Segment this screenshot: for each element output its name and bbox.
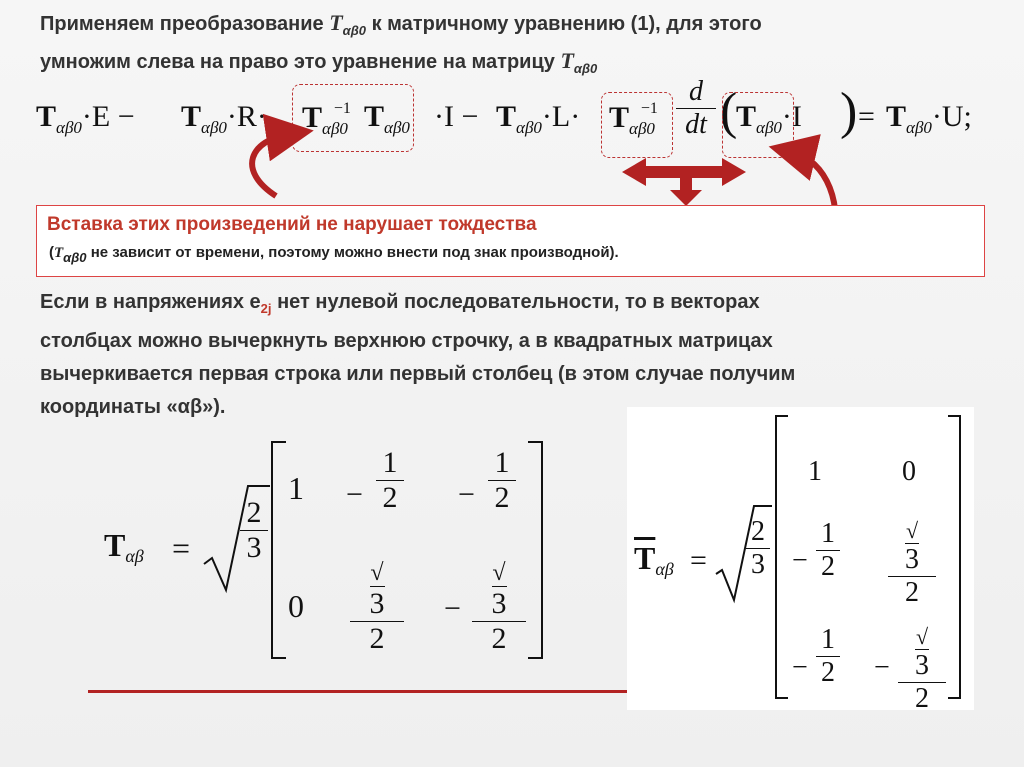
explanation-paragraph: Если в напряжениях $е_{2j}$ нет нулевой последовательности, то в векторах столбцах можно вычеркнуть верхнюю строчку, а в квадратных матрицах вычеркивается первая строка или первый столбец (в этом случае получим координаты «αβ»).: [40, 291, 796, 418]
eq-term-tinv: $T_{\alpha\beta 0}^{-1}$: [302, 100, 351, 138]
eq-term-l: $T_{\alpha\beta 0}\cdot L\cdot$: [496, 100, 581, 137]
eq-term-tinv2: $T_{\alpha\beta 0}^{-1}$: [609, 100, 658, 138]
matrix2-equals: =: [690, 544, 707, 577]
highlight-box-inserted-product-2: [601, 92, 673, 158]
matrix1-r2c1: 0: [288, 588, 304, 624]
eq-term-e: $T_{\alpha\beta 0}\cdot E$ −: [36, 100, 135, 137]
note-title: Вставка этих произведений не нарушает тождества: [47, 214, 537, 235]
matrix1-label: $T_{\alpha\beta}$: [104, 527, 144, 566]
matrix1-r2c3: √ 3 2: [472, 560, 526, 656]
symbol-sub: αβ0: [573, 61, 598, 76]
left-paren: (: [720, 83, 738, 140]
matrix1-equals: =: [172, 530, 191, 566]
divider-line: [88, 690, 633, 693]
intro-line1-text: Применяем преобразование: [40, 13, 330, 35]
eq-term-i: ·I −: [434, 100, 479, 133]
matrix2-r2c2: √ 3 2: [888, 518, 936, 609]
eq-term-u: $T_{\alpha\beta 0}\cdot U$;: [886, 100, 972, 137]
intro-line2-text: умножим слева на право это уравнение на матрицу: [40, 51, 561, 73]
matrix2-label: $\overline{T}_{\alpha\beta}$: [634, 540, 674, 579]
minus-sign: −: [792, 545, 808, 576]
matrix2-r1c2: 0: [902, 456, 916, 487]
note-box: [36, 205, 985, 277]
highlight-box-inserted-product-1: [292, 84, 414, 152]
eq-term-t3: $T_{\alpha\beta 0}\cdot I$: [736, 100, 802, 137]
minus-sign: −: [792, 652, 808, 683]
minus-sign: −: [458, 478, 475, 511]
matrix2-coef: 2 3: [746, 516, 770, 581]
matrix1-r2c2: √ 3 2: [350, 560, 404, 656]
matrix2-r3c1: 1 2: [816, 624, 840, 689]
symbol-t: T: [560, 48, 574, 73]
main-equation: [36, 78, 1016, 168]
note-subtitle: ($T_{\alpha\beta 0}$ не зависит от времени, поэтому можно внести под знак производной).: [49, 244, 619, 265]
minus-sign: −: [444, 592, 461, 625]
matrix1-r1c1: 1: [288, 470, 304, 506]
eq-term-r: $T_{\alpha\beta 0}\cdot R\cdot$: [181, 100, 267, 137]
derivative-fraction: d dt: [676, 76, 716, 141]
matrix2-r2c1: 1 2: [816, 518, 840, 583]
highlight-box-inserted-product-3: [722, 92, 794, 158]
intro-text: [40, 8, 990, 84]
right-paren: ): [840, 83, 858, 140]
matrix2-r3c2: √ 3 2: [898, 624, 946, 715]
matrix1-r1c3: 1 2: [488, 446, 516, 515]
matrix2-r1c1: 1: [808, 456, 822, 487]
symbol-t: T: [329, 10, 343, 35]
matrix1-coef: 2 3: [240, 496, 268, 565]
minus-sign: −: [346, 478, 363, 511]
minus-sign: −: [874, 652, 890, 683]
eq-term-t: $T_{\alpha\beta 0}$: [364, 100, 410, 137]
matrix1-r1c2: 1 2: [376, 446, 404, 515]
intro-line1-rest: к матричному уравнению (1), для этого: [366, 13, 762, 35]
symbol-sub: αβ0: [342, 23, 367, 38]
equals-sign: =: [858, 100, 875, 133]
